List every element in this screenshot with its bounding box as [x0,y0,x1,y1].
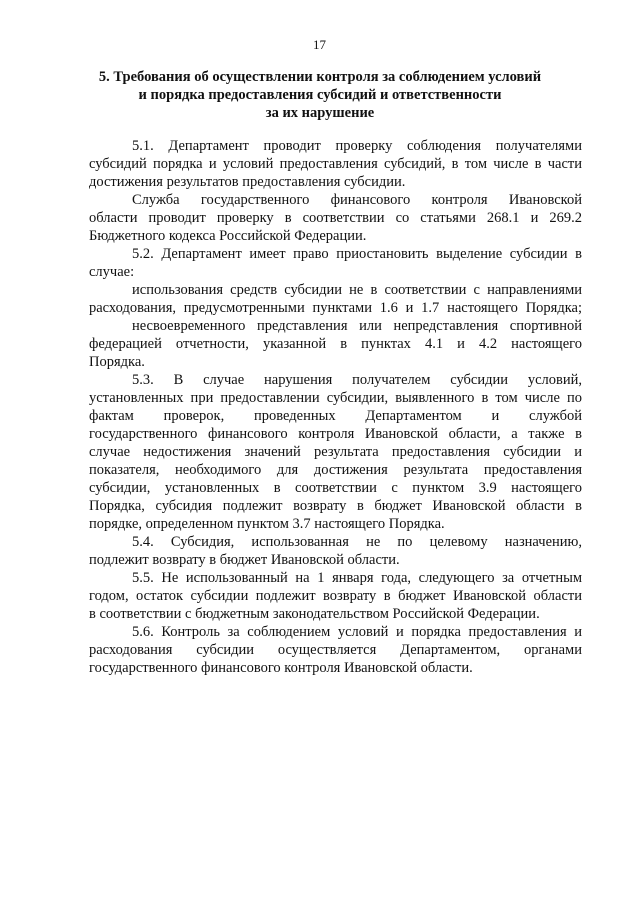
section-heading-line-1: 5. Требования об осуществлении контроля за соблюдением условий [98,69,542,85]
paragraph-line: 5.5. Не использованный на 1 января года, следующего за отчетным [132,570,582,586]
paragraph-line: государственного финансового контроля Ивановской области, а также в [89,426,582,442]
paragraph-line: 5.6. Контроль за соблюдением условий и порядка предоставления и [132,624,582,640]
paragraph-line: подлежит возврату в бюджет Ивановской области. [89,552,400,568]
paragraph-line: случае: [89,264,135,280]
paragraph-line: Служба государственного финансового контроля Ивановской [132,192,582,208]
paragraph-line: несвоевременного представления или непредставления спортивной [132,318,582,334]
paragraph-line: установленных при предоставлении субсидии, выявленного в том числе по [89,390,582,406]
paragraph-line: 5.2. Департамент имеет право приостановить выделение субсидии в [132,246,582,262]
paragraph-line: в соответствии с бюджетным законодательством Российской Федерации. [89,606,540,622]
paragraph-line: порядке, определенном пунктом 3.7 настоящего Порядка. [89,516,445,532]
paragraph-line: 5.1. Департамент проводит проверку соблюдения получателями [132,138,582,154]
paragraph-line: области проводит проверку в соответствии со статьями 268.1 и 269.2 [89,210,582,226]
paragraph-line: фактам проверок, проведенных Департаментом и службой [89,408,582,424]
paragraph-line: Порядка, субсидия подлежит возврату в бюджет Ивановской области в [89,498,582,514]
paragraph-line: использования средств субсидии не в соответствии с направлениями [132,282,582,298]
paragraph-line: 5.3. В случае нарушения получателем субсидии условий, [132,372,582,388]
paragraph-line: годом, остаток субсидии подлежит возврату в бюджет Ивановской области [89,588,582,604]
page-number: 17 [313,37,326,52]
paragraph-line: достижения результатов предоставления субсидии. [89,174,406,190]
section-heading-line-3: за их нарушение [265,105,375,121]
paragraph-line: случае недостижения значений результата предоставления субсидии и [89,444,582,460]
paragraph-line: государственного финансового контроля Ивановской области. [89,660,473,676]
paragraph-line: расходования, предусмотренными пунктами 1.6 и 1.7 настоящего Порядка; [89,300,582,316]
paragraph-line: 5.4. Субсидия, использованная не по целевому назначению, [132,534,582,550]
paragraph-line: Бюджетного кодекса Российской Федерации. [89,228,367,244]
paragraph-line: субсидий порядка и условий предоставления субсидий, в том числе в части [89,156,582,172]
paragraph-line: федерацией отчетности, указанной в пунктах 4.1 и 4.2 настоящего [89,336,582,352]
paragraph-line: расходования субсидии осуществляется Департаментом, органами [89,642,582,658]
paragraph-line: субсидии, установленных в соответствии с пунктом 3.9 настоящего [89,480,582,496]
paragraph-line: показателя, необходимого для достижения результата предоставления [89,462,582,478]
paragraph-line: Порядка. [89,354,145,370]
section-heading-line-2: и порядка предоставления субсидий и ответственности [138,87,502,103]
